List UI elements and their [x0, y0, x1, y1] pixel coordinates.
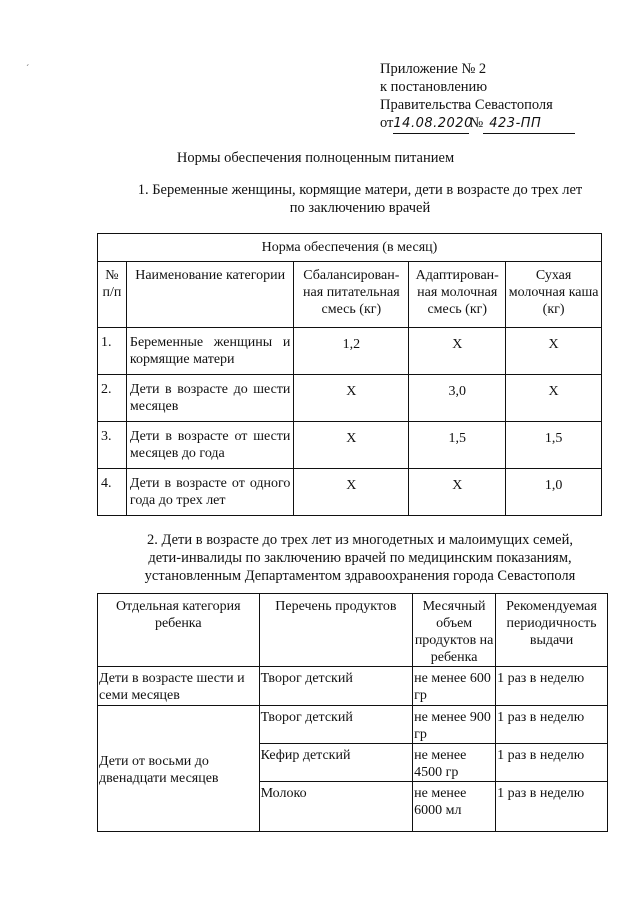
document-title: Нормы обеспечения полноценным питанием	[176, 150, 455, 166]
column-header: № п/п	[98, 262, 127, 328]
balanced-mix-value: Х	[294, 469, 409, 516]
child-category: Дети в возрасте шести и семи месяцев	[98, 667, 260, 706]
section2-heading-line: установленным Департаментом здравоохранения города Севастополя	[144, 568, 576, 584]
group-header: Норма обеспечения (в месяц)	[98, 234, 602, 262]
appendix-line: Приложение № 2	[380, 61, 487, 77]
column-header: Адаптирован-ная молочная смесь (кг)	[409, 262, 506, 328]
row-number: 3.	[98, 422, 127, 469]
appendix-block	[380, 60, 575, 134]
table-row	[98, 706, 608, 744]
section2-heading	[100, 531, 620, 585]
row-number: 4.	[98, 469, 127, 516]
monthly-volume: не менее 4500 гр	[413, 744, 496, 782]
dry-porridge-value: 1,0	[506, 469, 602, 516]
child-category: Дети от восьми до двенадцати месяцев	[98, 706, 260, 832]
table-header-row	[98, 262, 602, 328]
table-row	[98, 469, 602, 516]
product-name: Молоко	[259, 782, 413, 832]
table-row	[98, 422, 602, 469]
balanced-mix-value: 1,2	[294, 328, 409, 375]
adapted-mix-value: 1,5	[409, 422, 506, 469]
nutrition-norms-table	[97, 233, 602, 516]
dry-porridge-value: Х	[506, 328, 602, 375]
table-row	[98, 667, 608, 706]
section1-heading-line: 1. Беременные женщины, кормящие матери, дети в возрасте до трех лет	[137, 182, 583, 198]
product-name: Творог детский	[259, 667, 413, 706]
column-header: Наименование категории	[126, 262, 294, 328]
balanced-mix-value: Х	[294, 375, 409, 422]
appendix-line: к постановлению	[380, 79, 488, 95]
monthly-volume: не менее 6000 мл	[413, 782, 496, 832]
issue-frequency: 1 раз в неделю	[496, 667, 608, 706]
section1-heading-line: по заключению врачей	[289, 200, 431, 216]
monthly-volume: не менее 600 гр	[413, 667, 496, 706]
section2-heading-line: дети-инвалиды по заключению врачей по медицинским показаниям,	[148, 550, 572, 566]
category-name: Дети в возрасте до шести месяцев	[126, 375, 294, 422]
row-number: 2.	[98, 375, 127, 422]
column-header: Сухая молочная каша (кг)	[506, 262, 602, 328]
product-name: Кефир детский	[259, 744, 413, 782]
scan-mark: ´	[26, 64, 30, 75]
section1-heading	[100, 181, 620, 217]
adapted-mix-value: 3,0	[409, 375, 506, 422]
appendix-date-line	[380, 114, 575, 134]
appendix-line: Правительства Севастополя	[380, 97, 553, 113]
row-number: 1.	[98, 328, 127, 375]
column-header: Месячный объем продуктов на ребенка	[413, 594, 496, 667]
issue-frequency: 1 раз в неделю	[496, 706, 608, 744]
dry-porridge-value: 1,5	[506, 422, 602, 469]
column-header: Сбалансирован-ная питательная смесь (кг)	[294, 262, 409, 328]
issue-frequency: 1 раз в неделю	[496, 782, 608, 832]
category-name: Беременные женщины и кормящие матери	[126, 328, 294, 375]
adapted-mix-value: Х	[409, 328, 506, 375]
products-table	[97, 593, 608, 832]
adapted-mix-value: Х	[409, 469, 506, 516]
handwritten-number: 423-ПП	[483, 115, 575, 134]
table-header-row	[98, 234, 602, 262]
section2-heading-line: 2. Дети в возрасте до трех лет из многодетных и малоимущих семей,	[147, 532, 573, 548]
column-header: Рекомендуемая периодичность выдачи	[496, 594, 608, 667]
table-header-row	[98, 594, 608, 667]
column-header: Перечень продуктов	[259, 594, 413, 667]
table-row	[98, 375, 602, 422]
product-name: Творог детский	[259, 706, 413, 744]
number-prefix: №	[469, 115, 484, 131]
handwritten-date: 14.08.2020	[393, 115, 469, 134]
dry-porridge-value: Х	[506, 375, 602, 422]
category-name: Дети в возрасте от одного года до трех лет	[126, 469, 294, 516]
date-prefix: от	[380, 115, 394, 131]
issue-frequency: 1 раз в неделю	[496, 744, 608, 782]
category-name: Дети в возрасте от шести месяцев до года	[126, 422, 294, 469]
balanced-mix-value: Х	[294, 422, 409, 469]
table-row	[98, 328, 602, 375]
column-header: Отдельная категория ребенка	[98, 594, 260, 667]
monthly-volume: не менее 900 гр	[413, 706, 496, 744]
